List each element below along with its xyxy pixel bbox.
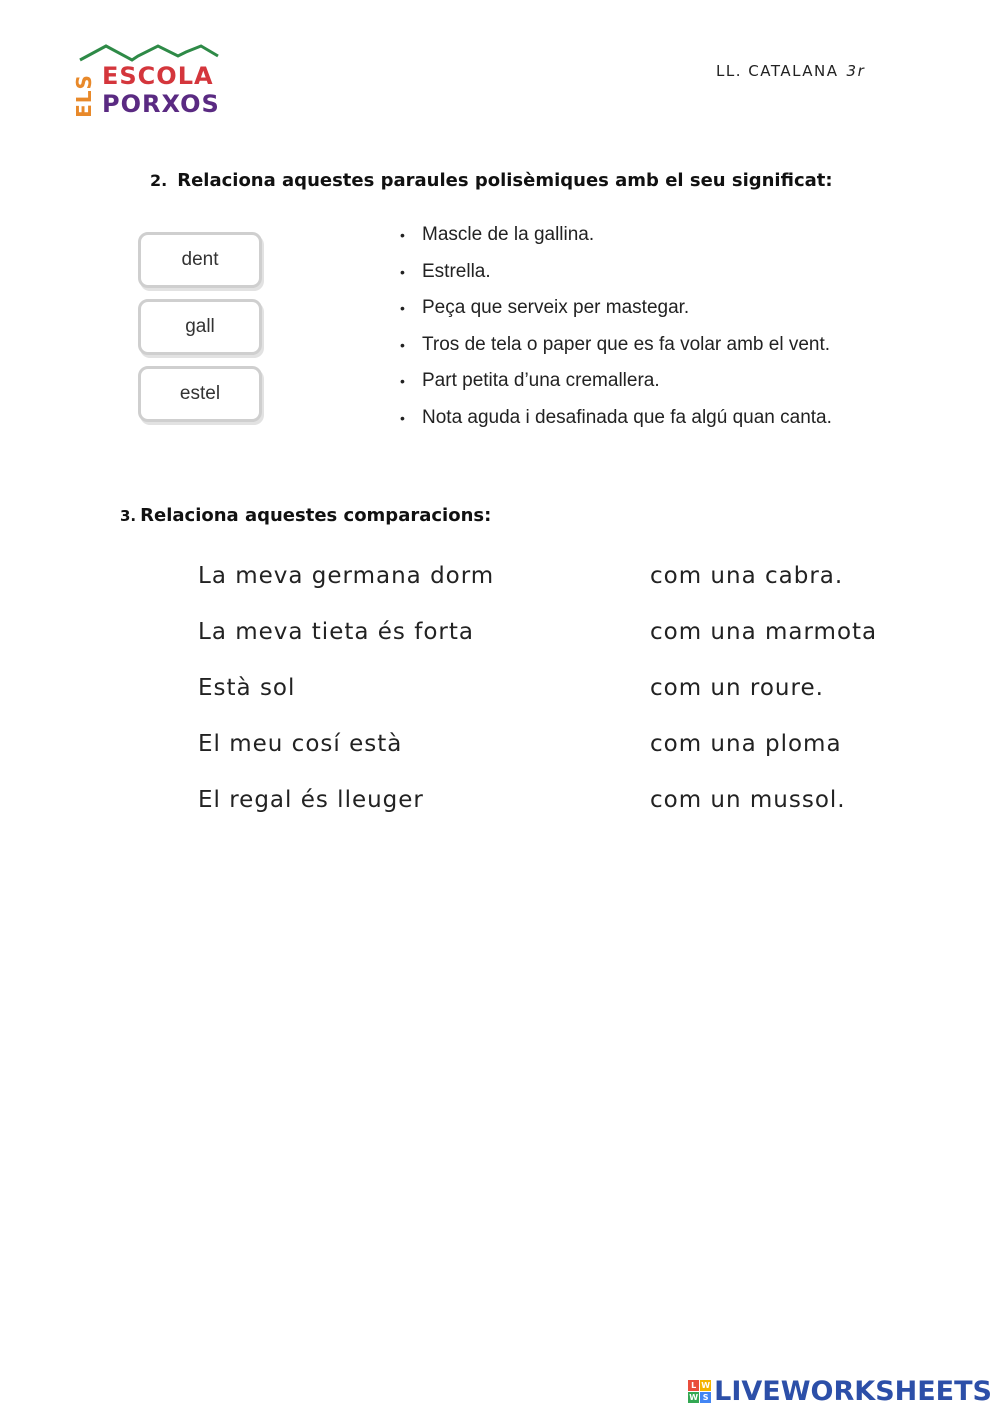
comparison-right[interactable]: com un roure. <box>650 675 824 701</box>
meaning-item[interactable] <box>400 222 832 259</box>
comparison-left[interactable]: La meva tieta és forta <box>198 619 474 645</box>
meaning-text: Peça que serveix per mastegar. <box>422 297 690 319</box>
exercise-2-number: 2. <box>150 171 168 190</box>
meaning-item[interactable] <box>400 368 832 405</box>
badge-letter: L <box>688 1380 699 1391</box>
bullet-icon: • <box>400 300 405 317</box>
badge-letter: W <box>689 1393 699 1402</box>
exercise-3-number: 3. <box>120 507 137 525</box>
grade-label: 3r <box>846 62 866 80</box>
liveworksheets-brand: LIVEWORKSHEETS <box>714 1376 992 1407</box>
meaning-item[interactable] <box>400 405 832 442</box>
liveworksheets-logo <box>688 1376 992 1407</box>
liveworksheets-badge-icon <box>688 1380 711 1403</box>
comparison-left[interactable]: El regal és lleuger <box>198 787 424 813</box>
meaning-text: Tros de tela o paper que es fa volar amb el vent. <box>422 333 831 355</box>
bullet-icon: • <box>400 227 405 243</box>
logo-els: ELS <box>71 74 96 118</box>
logo-porxos: PORXOS <box>102 90 220 118</box>
comparison-right[interactable]: com una marmota <box>650 619 878 645</box>
word-box-dent[interactable]: dent <box>138 232 262 288</box>
exercise-3-heading <box>120 505 491 526</box>
comparison-right[interactable]: com una ploma <box>650 731 842 757</box>
comparison-left[interactable]: El meu cosí està <box>198 731 403 757</box>
school-logo <box>71 42 226 122</box>
logo-escola: ESCOLA <box>102 62 214 90</box>
meaning-item[interactable] <box>400 332 832 369</box>
badge-letter: S <box>700 1392 711 1403</box>
comparison-right[interactable]: com un mussol. <box>650 787 846 813</box>
word-box-estel[interactable]: estel <box>138 366 262 422</box>
subject-name: LL. CATALANA <box>716 62 839 80</box>
bullet-icon: • <box>400 373 405 390</box>
comparison-left[interactable]: Està sol <box>198 675 296 701</box>
bullet-icon: • <box>400 336 405 353</box>
exercise-2-instruction: Relaciona aquestes paraules polisèmiques amb el seu significat: <box>177 170 833 191</box>
subject-label <box>716 62 865 80</box>
meaning-text: Estrella. <box>422 260 491 282</box>
exercise-3-instruction: Relaciona aquestes comparacions: <box>140 505 492 526</box>
word-box-gall[interactable]: gall <box>138 299 262 355</box>
badge-letter: W <box>701 1381 711 1390</box>
bullet-icon: • <box>400 409 405 426</box>
meaning-text: Nota aguda i desafinada que fa algú quan canta. <box>422 406 832 428</box>
comparison-left[interactable]: La meva germana dorm <box>198 563 495 589</box>
meaning-text: Part petita d’una cremallera. <box>422 370 660 392</box>
comparison-right[interactable]: com una cabra. <box>650 563 844 589</box>
roof-icon <box>76 42 226 64</box>
meaning-item[interactable] <box>400 259 832 296</box>
meanings-list <box>400 222 832 442</box>
meaning-item[interactable] <box>400 295 832 332</box>
bullet-icon: • <box>400 263 405 280</box>
exercise-2-heading <box>150 170 833 191</box>
meaning-text: Mascle de la gallina. <box>422 224 595 245</box>
